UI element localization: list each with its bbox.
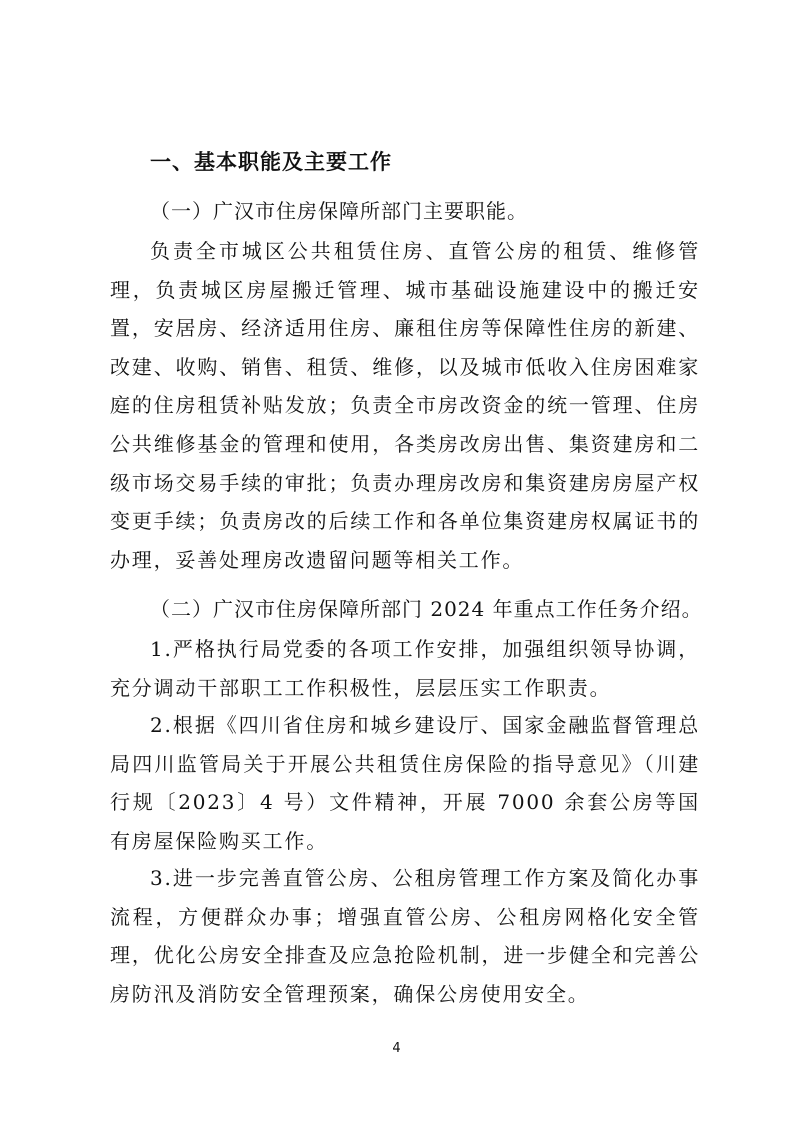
- subsection-1-title: （一）广汉市住房保障所部门主要职能。: [150, 199, 528, 223]
- work-item-2: 2.根据《四川省住房和城乡建设厅、国家金融监督管理总局四川监管局关于开展公共租赁住房保险的指导意见》（川建行规〔2023〕4 号）文件精神，开展 7000 余套公房等国有房屋保险购买工作。: [110, 713, 700, 853]
- work-item-1: 1.严格执行局党委的各项工作安排，加强组织领导协调，充分调动干部职工工作积极性，层层压实工作职责。: [110, 637, 700, 700]
- section-heading: 一、基本职能及主要工作: [150, 150, 392, 174]
- work-item-3: 3.进一步完善直管公房、公租房管理工作方案及简化办事流程，方便群众办事；增强直管公房、公租房网格化安全管理，优化公房安全排查及应急抢险机制，进一步健全和完善公房防汛及消防安全管理预案，确保公房使用安全。: [110, 866, 700, 1006]
- subsection-2-title: （二）广汉市住房保障所部门 2024 年重点工作任务介绍。: [150, 597, 703, 621]
- subsection-1-body: 负责全市城区公共租赁住房、直管公房的租赁、维修管理，负责城区房屋搬迁管理、城市基础设施建设中的搬迁安置，安居房、经济适用住房、廉租住房等保障性住房的新建、改建、收购、销售、租赁、维修，以及城市低收入住房困难家庭的住房租赁补贴发放；负责全市房改资金的统一管理、住房公共维修基金的管理和使用，各类房改房出售、集资建房和二级市场交易手续的审批；负责办理房改房和集资建房房屋产权变更手续；负责房改的后续工作和各单位集资建房权属证书的办理，妥善处理房改遗留问题等相关工作。: [110, 239, 700, 572]
- page-number: 4: [392, 1041, 401, 1056]
